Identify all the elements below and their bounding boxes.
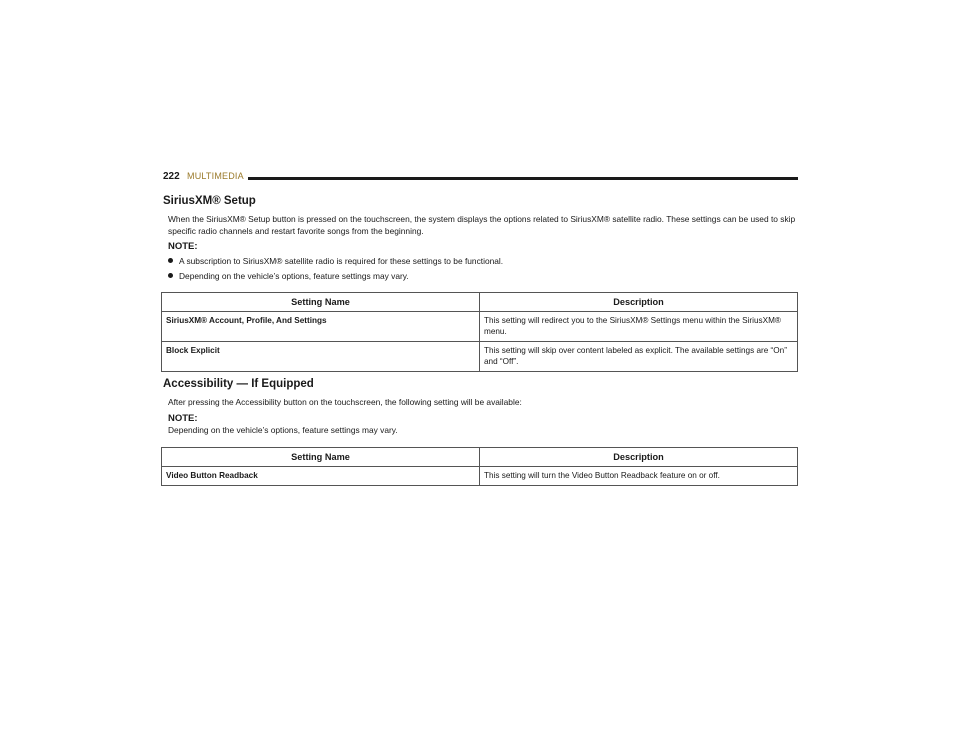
siriusxm-heading: SiriusXM® Setup [163, 195, 256, 207]
setting-description: This setting will turn the Video Button Readback feature on or off. [480, 467, 798, 486]
table-header-row [162, 448, 798, 467]
page-number: 222 [163, 171, 180, 182]
accessibility-note-label: NOTE: [168, 413, 198, 424]
bullet-icon [168, 258, 173, 263]
col-description: Description [480, 448, 798, 467]
setting-description: This setting will redirect you to the SiriusXM® Settings menu within the SiriusXM® menu. [480, 312, 798, 342]
siriusxm-bullet-2 [168, 271, 798, 282]
header-rule [248, 177, 798, 180]
table-header-row [162, 293, 798, 312]
table-row [162, 312, 798, 342]
table-row [162, 467, 798, 486]
siriusxm-settings-table [161, 292, 798, 372]
col-description: Description [480, 293, 798, 312]
accessibility-heading: Accessibility — If Equipped [163, 378, 314, 390]
siriusxm-bullet-1 [168, 256, 798, 267]
col-setting-name: Setting Name [162, 293, 480, 312]
setting-description: This setting will skip over content labeled as explicit. The available settings are “On” and “Off”. [480, 342, 798, 372]
setting-name: Block Explicit [162, 342, 480, 372]
siriusxm-note-label: NOTE: [168, 241, 198, 252]
setting-name: Video Button Readback [162, 467, 480, 486]
accessibility-note-text: Depending on the vehicle’s options, feature settings may vary. [168, 425, 398, 435]
table-row [162, 342, 798, 372]
col-setting-name: Setting Name [162, 448, 480, 467]
bullet-text: A subscription to SiriusXM® satellite radio is required for these settings to be functional. [179, 256, 504, 266]
page-header [163, 171, 798, 185]
setting-name: SiriusXM® Account, Profile, And Settings [162, 312, 480, 342]
accessibility-settings-table [161, 447, 798, 486]
accessibility-intro: After pressing the Accessibility button on the touchscreen, the following setting will be available: [168, 397, 522, 407]
siriusxm-intro: When the SiriusXM® Setup button is pressed on the touchscreen, the system displays the options related to SiriusXM® satellite radio. These settings can be used to skip specific radio channels and restart favorite songs from the beginning. [168, 214, 796, 236]
bullet-text: Depending on the vehicle’s options, feature settings may vary. [179, 271, 409, 281]
bullet-icon [168, 273, 173, 278]
section-label: MULTIMEDIA [187, 171, 244, 181]
